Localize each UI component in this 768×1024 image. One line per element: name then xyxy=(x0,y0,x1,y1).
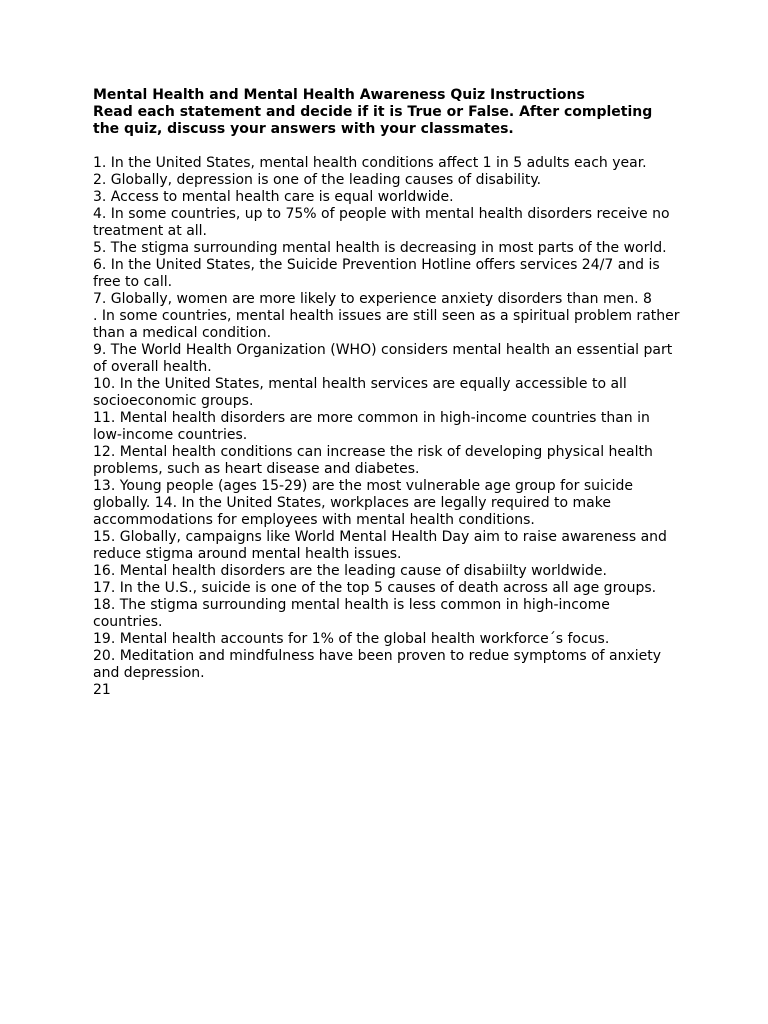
quiz-statement: 10. In the United States, mental health services are equally accessible to all socioeconomic groups. xyxy=(93,376,627,409)
document-page xyxy=(93,87,683,699)
quiz-statement: 3. Access to mental health care is equal worldwide. xyxy=(93,189,454,205)
quiz-statement: 6. In the United States, the Suicide Prevention Hotline offers services 24/7 and is free to call. xyxy=(93,257,660,290)
quiz-statement: . In some countries, mental health issues are still seen as a spiritual problem rather than a medical condition. xyxy=(93,308,680,341)
quiz-statement: 7. Globally, women are more likely to experience anxiety disorders than men. 8 xyxy=(93,291,652,307)
quiz-statement: 9. The World Health Organization (WHO) considers mental health an essential part of overall health. xyxy=(93,342,673,375)
quiz-statement: 17. In the U.S., suicide is one of the top 5 causes of death across all age groups. xyxy=(93,580,657,596)
quiz-statement: 2. Globally, depression is one of the leading causes of disability. xyxy=(93,172,542,188)
quiz-statement: 1. In the United States, mental health conditions affect 1 in 5 adults each year. xyxy=(93,155,647,171)
quiz-statement: 13. Young people (ages 15-29) are the most vulnerable age group for suicide globally. 14. In the United States, workplaces are legally required to make accommodations for employees with mental health conditions. xyxy=(93,478,633,528)
quiz-statement: 4. In some countries, up to 75% of people with mental health disorders receive no treatment at all. xyxy=(93,206,670,239)
spacer xyxy=(93,138,683,155)
quiz-statement: 15. Globally, campaigns like World Mental Health Day aim to raise awareness and reduce stigma around mental health issues. xyxy=(93,529,667,562)
quiz-statement: 19. Mental health accounts for 1% of the global health workforce´s focus. xyxy=(93,631,610,647)
quiz-heading xyxy=(93,87,683,138)
quiz-statement: 11. Mental health disorders are more common in high-income countries than in low-income countries. xyxy=(93,410,650,443)
quiz-statements xyxy=(93,155,683,699)
quiz-statement: 18. The stigma surrounding mental health is less common in high-income countries. xyxy=(93,597,610,630)
quiz-statement: 20. Meditation and mindfulness have been proven to redue symptoms of anxiety and depression. xyxy=(93,648,662,681)
quiz-statement: 12. Mental health conditions can increase the risk of developing physical health problems, such as heart disease and diabetes. xyxy=(93,444,653,477)
quiz-statement: 21 xyxy=(93,682,111,698)
quiz-statement: 16. Mental health disorders are the leading cause of disabiilty worldwide. xyxy=(93,563,607,579)
quiz-instructions: Read each statement and decide if it is True or False. After completing the quiz, discuss your answers with your classmates. xyxy=(93,104,653,137)
quiz-title: Mental Health and Mental Health Awareness Quiz Instructions xyxy=(93,87,585,103)
quiz-statement: 5. The stigma surrounding mental health is decreasing in most parts of the world. xyxy=(93,240,667,256)
